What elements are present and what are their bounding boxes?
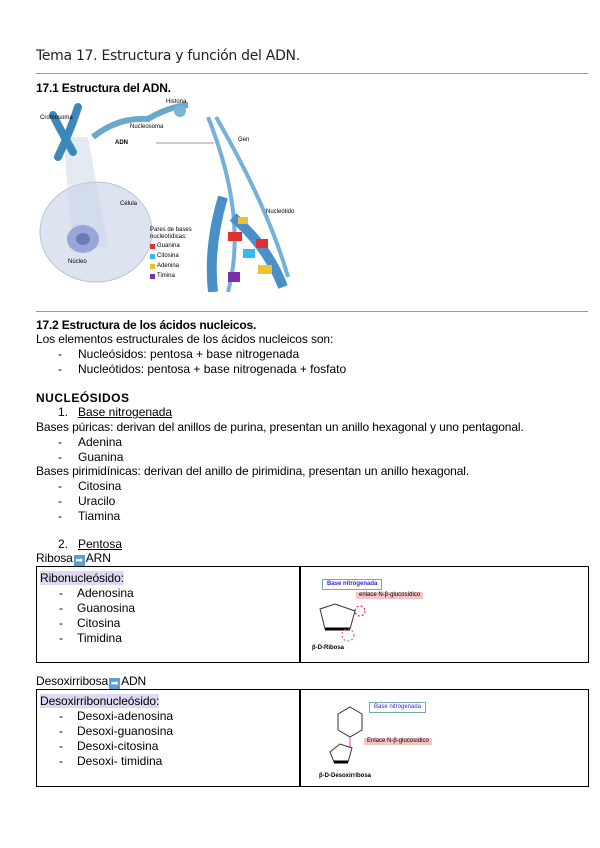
desoxirribosa-figure-cell (299, 689, 589, 787)
label-guanina: Guanina (157, 243, 180, 249)
label-timina: Timina (157, 273, 175, 279)
section-heading: 17.1 Estructura del ADN. (36, 81, 171, 95)
label-nucleo: Núcleo (68, 259, 87, 265)
label-pares: Pares de bases nucleotídicas: (150, 227, 192, 240)
label-nucleosoma: Nucleosoma (130, 124, 164, 130)
divider (36, 311, 588, 312)
cell-heading: Ribonucleósido: (40, 571, 124, 585)
ribosa-figure-cell (299, 566, 589, 663)
enlace-label: Enlace N-β-glucosídico (364, 738, 432, 745)
label-adn: ADN (115, 140, 128, 146)
arrow-right-icon: ➡ (75, 555, 83, 565)
label-adenina: Adenina (157, 263, 180, 269)
desoxirribosa-line: Desoxirribosa ➡ ADN (36, 674, 147, 688)
paragraph: Bases pirimidínicas: derivan del anillo de pirimidina, presentan un anillo hexagonal. (36, 464, 470, 478)
intro-text: Los elementos estructurales de los ácidos nucleicos son: (36, 332, 334, 346)
cell-heading: Desoxirribonucleósido: (40, 694, 160, 708)
ribosa-line: Ribosa ➡ ARN (36, 551, 111, 565)
arrow-right-icon: ➡ (110, 678, 119, 688)
divider (36, 73, 588, 74)
paragraph: Bases púricas: derivan del anillos de purina, presentan un anillo hexagonal y uno pentagonal. (36, 420, 524, 434)
label-celula: Célula (120, 201, 138, 207)
ribonucleosido-cell: Ribonucleósido: - Adenosina - Guanosina - Citosina - Timidina (36, 566, 301, 663)
desoxirribonucleosido-cell: Desoxirribonucleósido: - Desoxi-adenosina - Desoxi-guanosina - Desoxi-citosina - Desoxi- timidina (36, 689, 301, 787)
base-label: Base nitrogenada (369, 702, 426, 713)
label-histona: Histona (166, 99, 187, 105)
dna-structure-figure (38, 97, 300, 292)
label-cromosoma: Cromosoma (40, 115, 73, 121)
page-title: Tema 17. Estructura y función del ADN. (36, 48, 300, 64)
label-citosina: Citosina (157, 253, 179, 259)
base-label: Base nitrogenada (322, 579, 382, 590)
section-heading: 17.2 Estructura de los ácidos nucleicos. (36, 318, 257, 332)
ribosa-name: β-D-Ribosa (312, 645, 344, 651)
desoxirribosa-name: β-D-Desoxirribosa (319, 773, 372, 779)
label-nucleotido: Nucleótido (266, 209, 295, 215)
label-gen: Gen (238, 137, 250, 143)
section-heading: NUCLEÓSIDOS (36, 391, 130, 405)
enlace-label: enlace N-β-glucosídico (356, 592, 423, 599)
